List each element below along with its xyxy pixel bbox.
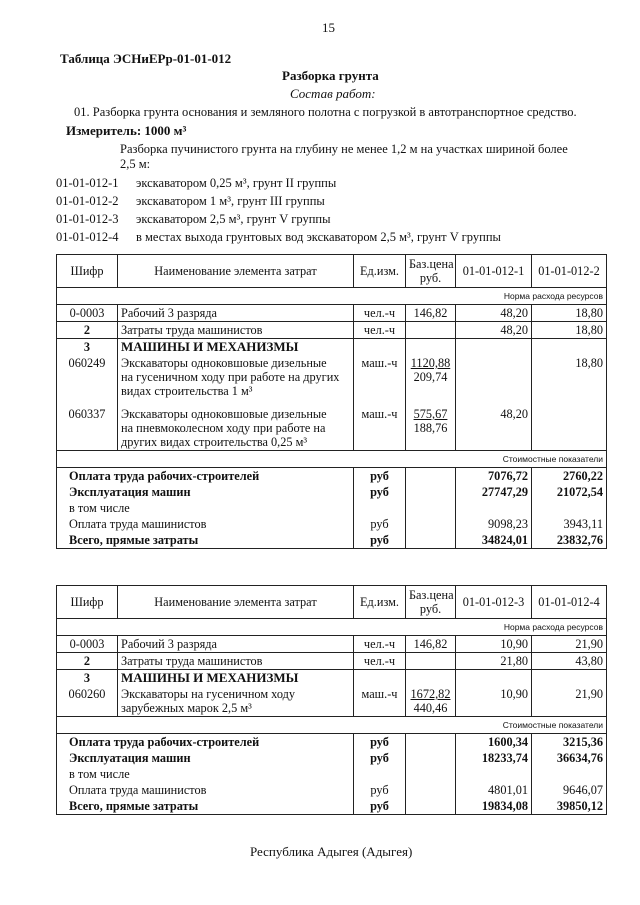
row-value1 [456, 339, 532, 356]
row-value2 [532, 339, 607, 356]
page-number: 15 [322, 20, 335, 35]
page-title: Разборка грунта [282, 68, 379, 83]
summary-unit: руб [354, 734, 406, 751]
summary-price [406, 468, 456, 485]
summary-value2: 2760,22 [532, 468, 607, 485]
item-text: в местах выхода грунтовых вод экскаватором 2,5 м³, грунт V группы [136, 230, 501, 244]
col-code-header: Шифр [57, 586, 118, 619]
summary-value2 [532, 500, 607, 516]
table-row [57, 636, 607, 653]
summary-value1: 19834,08 [456, 798, 532, 815]
norm-subheader [57, 619, 607, 636]
summary-price [406, 484, 456, 500]
row-unit: чел.-ч [354, 322, 406, 339]
summary-name: Оплата труда машинистов [57, 782, 354, 798]
name-line: Экскаваторы одноковшовые дизельные [121, 356, 327, 370]
row-value1 [456, 670, 532, 687]
summary-value1 [456, 500, 532, 516]
row-code: 0-0003 [57, 636, 118, 653]
price-header-line2: руб. [419, 602, 442, 616]
row-code: 2 [57, 653, 118, 670]
summary-row [57, 468, 607, 485]
name-line: других видах строительства 0,25 м³ [121, 435, 308, 449]
name-line: на гусеничном ходу при работе на других [121, 370, 340, 384]
summary-unit: руб [354, 798, 406, 815]
row-unit: чел.-ч [354, 653, 406, 670]
row-value2: 18,80 [532, 355, 607, 399]
name-line: Экскаваторы на гусеничном ходу [121, 687, 296, 701]
col-name-header: Наименование элемента затрат [118, 586, 354, 619]
col-unit-header: Ед.изм. [354, 255, 406, 288]
row-name: Рабочий 3 разряда [118, 305, 354, 322]
row-code: 0-0003 [57, 305, 118, 322]
summary-row [57, 516, 607, 532]
row-name [118, 686, 354, 717]
row-value2: 43,80 [532, 653, 607, 670]
summary-value1: 9098,23 [456, 516, 532, 532]
row-price [406, 670, 456, 687]
summary-price [406, 798, 456, 815]
table-header-row [57, 586, 607, 619]
col-code-header: Шифр [57, 255, 118, 288]
summary-unit: руб [354, 516, 406, 532]
summary-value1: 4801,01 [456, 782, 532, 798]
row-price [406, 399, 456, 451]
row-price [406, 339, 456, 356]
table-row [57, 322, 607, 339]
summary-value1: 1600,34 [456, 734, 532, 751]
summary-value2: 3943,11 [532, 516, 607, 532]
cost-subheader [57, 451, 607, 468]
cost-label: Стоимостные показатели [57, 451, 607, 468]
summary-value1: 27747,29 [456, 484, 532, 500]
row-unit: маш.-ч [354, 355, 406, 399]
row-unit: маш.-ч [354, 399, 406, 451]
price-header-line1: Баз.цена [409, 588, 454, 602]
col-rate2-header: 01-01-012-4 [532, 586, 607, 619]
row-value2: 18,80 [532, 305, 607, 322]
row-price [406, 355, 456, 399]
summary-price [406, 782, 456, 798]
summary-price [406, 734, 456, 751]
col-rate1-header: 01-01-012-1 [456, 255, 532, 288]
summary-row [57, 750, 607, 766]
row-value2: 21,90 [532, 636, 607, 653]
row-price [406, 653, 456, 670]
row-unit: маш.-ч [354, 686, 406, 717]
section-row [57, 339, 607, 356]
summary-price [406, 500, 456, 516]
item-text: экскаватором 1 м³, грунт III группы [136, 194, 325, 208]
col-price-header [406, 586, 456, 619]
table-code: Таблица ЭСНиЕРр-01-01-012 [60, 51, 232, 66]
row-unit: чел.-ч [354, 636, 406, 653]
item-code: 01-01-012-4 [56, 230, 119, 244]
summary-name: Эксплуатация машин [57, 484, 354, 500]
row-value1: 10,90 [456, 686, 532, 717]
name-line: Экскаваторы одноковшовые дизельные [121, 407, 327, 421]
row-value2: 21,90 [532, 686, 607, 717]
item-text: экскаватором 2,5 м³, грунт V группы [136, 212, 331, 226]
col-price-header [406, 255, 456, 288]
description-line1: Разборка пучинистого грунта на глубину не менее 1,2 м на участках шириной более [120, 142, 568, 156]
price-wage: 440,46 [413, 701, 448, 715]
row-value2 [532, 670, 607, 687]
price-wage: 209,74 [413, 370, 448, 384]
meter: Измеритель: 1000 м³ [66, 123, 187, 138]
summary-row [57, 484, 607, 500]
row-unit [354, 339, 406, 356]
name-line: зарубежных марок 2,5 м³ [121, 701, 252, 715]
summary-name: Эксплуатация машин [57, 750, 354, 766]
summary-name: в том числе [57, 766, 354, 782]
row-price [406, 322, 456, 339]
row-value1 [456, 355, 532, 399]
summary-value2 [532, 766, 607, 782]
summary-unit: руб [354, 468, 406, 485]
col-rate1-header: 01-01-012-3 [456, 586, 532, 619]
footer-region: Республика Адыгея (Адыгея) [250, 844, 413, 859]
row-price: 146,82 [406, 636, 456, 653]
row-code: 060260 [57, 686, 118, 717]
cost-label: Стоимостные показатели [57, 717, 607, 734]
summary-row [57, 782, 607, 798]
summary-value2: 36634,76 [532, 750, 607, 766]
price-wage: 188,76 [413, 421, 448, 435]
norm-subheader [57, 288, 607, 305]
summary-value1: 34824,01 [456, 532, 532, 549]
summary-value1: 18233,74 [456, 750, 532, 766]
row-code: 060249 [57, 355, 118, 399]
summary-price [406, 516, 456, 532]
col-unit-header: Ед.изм. [354, 586, 406, 619]
summary-name: Всего, прямые затраты [57, 798, 354, 815]
row-name [118, 399, 354, 451]
summary-row [57, 798, 607, 815]
summary-price [406, 766, 456, 782]
col-rate2-header: 01-01-012-2 [532, 255, 607, 288]
price-header-line1: Баз.цена [409, 257, 454, 271]
row-name: МАШИНЫ И МЕХАНИЗМЫ [118, 339, 354, 356]
item-text: экскаватором 0,25 м³, грунт II группы [136, 176, 337, 190]
summary-unit [354, 766, 406, 782]
table-row [57, 653, 607, 670]
row-code: 3 [57, 670, 118, 687]
row-value2: 18,80 [532, 322, 607, 339]
row-name: Рабочий 3 разряда [118, 636, 354, 653]
summary-name: в том числе [57, 500, 354, 516]
table-row [57, 355, 607, 399]
row-name [118, 355, 354, 399]
item-code: 01-01-012-3 [56, 212, 119, 226]
summary-value2: 21072,54 [532, 484, 607, 500]
table-row [57, 305, 607, 322]
row-code: 3 [57, 339, 118, 356]
summary-value2: 39850,12 [532, 798, 607, 815]
row-unit: чел.-ч [354, 305, 406, 322]
table-header-row [57, 255, 607, 288]
summary-value2: 9646,07 [532, 782, 607, 798]
summary-row [57, 766, 607, 782]
summary-unit: руб [354, 750, 406, 766]
summary-unit: руб [354, 532, 406, 549]
row-price: 146,82 [406, 305, 456, 322]
summary-unit: руб [354, 782, 406, 798]
summary-name: Всего, прямые затраты [57, 532, 354, 549]
item-code: 01-01-012-2 [56, 194, 119, 208]
row-value1: 21,80 [456, 653, 532, 670]
summary-row [57, 734, 607, 751]
price-header-line2: руб. [419, 271, 442, 285]
summary-name: Оплата труда рабочих-строителей [57, 734, 354, 751]
price-total: 1672,82 [410, 687, 451, 701]
name-line: видах строительства 1 м³ [121, 384, 253, 398]
works-heading: Состав работ: [290, 86, 376, 101]
cost-table-2 [56, 585, 607, 815]
row-value1: 48,20 [456, 305, 532, 322]
row-code: 2 [57, 322, 118, 339]
summary-name: Оплата труда рабочих-строителей [57, 468, 354, 485]
norm-label: Норма расхода ресурсов [57, 288, 607, 305]
summary-value1 [456, 766, 532, 782]
row-price [406, 686, 456, 717]
summary-unit [354, 500, 406, 516]
row-code: 060337 [57, 399, 118, 451]
row-value2 [532, 399, 607, 451]
cost-table-1 [56, 254, 607, 549]
summary-row [57, 532, 607, 549]
works-item: 01. Разборка грунта основания и земляного полотна с погрузкой в автотранспортное средство. [74, 105, 577, 119]
summary-name: Оплата труда машинистов [57, 516, 354, 532]
row-name: МАШИНЫ И МЕХАНИЗМЫ [118, 670, 354, 687]
summary-price [406, 750, 456, 766]
summary-value1: 7076,72 [456, 468, 532, 485]
row-value1: 48,20 [456, 322, 532, 339]
description-line2: 2,5 м: [120, 157, 151, 171]
summary-value2: 3215,36 [532, 734, 607, 751]
row-name: Затраты труда машинистов [118, 322, 354, 339]
table-row [57, 399, 607, 451]
summary-value2: 23832,76 [532, 532, 607, 549]
row-value1: 48,20 [456, 399, 532, 451]
row-unit [354, 670, 406, 687]
summary-row [57, 500, 607, 516]
price-total: 575,67 [413, 407, 448, 421]
name-line: на пневмоколесном ходу при работе на [121, 421, 326, 435]
summary-unit: руб [354, 484, 406, 500]
item-code: 01-01-012-1 [56, 176, 119, 190]
norm-label: Норма расхода ресурсов [57, 619, 607, 636]
col-name-header: Наименование элемента затрат [118, 255, 354, 288]
row-value1: 10,90 [456, 636, 532, 653]
cost-subheader [57, 717, 607, 734]
table-row [57, 686, 607, 717]
summary-price [406, 532, 456, 549]
row-name: Затраты труда машинистов [118, 653, 354, 670]
section-row [57, 670, 607, 687]
price-total: 1120,88 [410, 356, 451, 370]
